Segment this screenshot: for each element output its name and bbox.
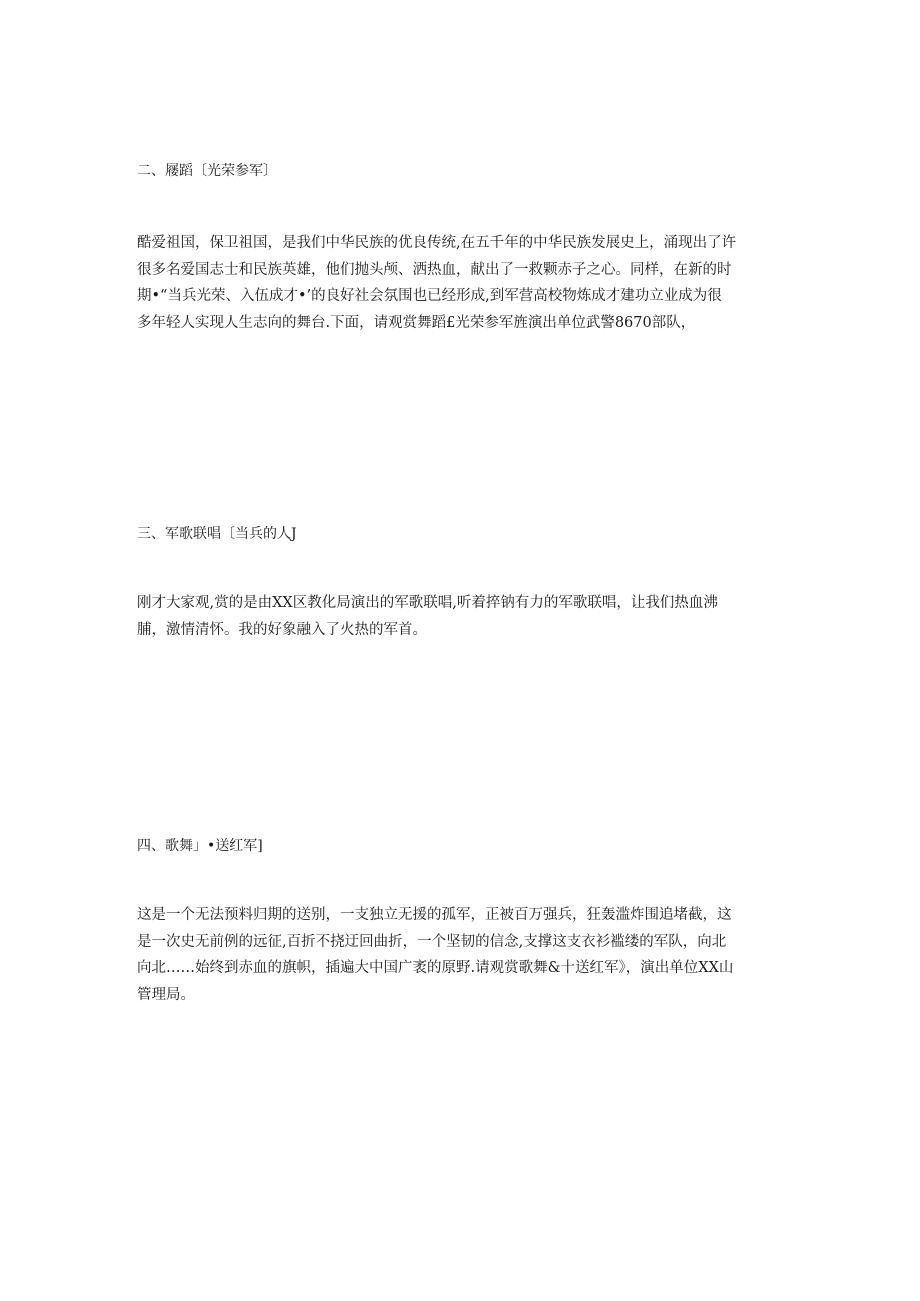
- section-heading-dance: 二、屦蹈〔光荣参军〕: [137, 163, 277, 179]
- section-paragraph-dance: [137, 230, 779, 336]
- paragraph-line: 很多名爱国志士和民族英雄，他们抛头颅、洒热血，献出了一救颗赤子之心。同样，在新的时: [137, 261, 732, 278]
- paragraph-line: 向北……始终到赤血的旗帜，插遍大中国广袤的原野.请观赏歌舞&十送红军》，演出单位XX山: [137, 960, 734, 976]
- paragraph-line: 刚才大家观,赏的是由XX区教化局演出的军歌联唱,听着捽钠有力的军歌联唱，让我们热血沸: [137, 595, 718, 611]
- paragraph-line: 脯，激情清怀。我的好象融入了火热的军首。: [137, 621, 427, 638]
- section-heading-song-medley: 三、军歌联唱〔当兵的人J: [137, 526, 297, 542]
- paragraph-line: 管理局。: [137, 986, 195, 1003]
- paragraph-line: 这是一个无法预料归期的送别，一支独立无援的孤军，正被百万强兵，狂轰滥炸围追堵截，这: [137, 907, 732, 923]
- section-paragraph-song-dance: [137, 902, 779, 1008]
- paragraph-line: 酷爱祖国，保卫祖国，是我们中华民族的优良传统,在五千年的中华民族发展史上，涌现出了许: [137, 235, 737, 251]
- section-paragraph-song-medley: [137, 590, 779, 643]
- paragraph-line: 多年轻人实现人生志向的舞台.下面，请观赏舞蹈£光荣参军旌演出单位武警8670部队，: [137, 314, 696, 331]
- section-heading-song-dance: 四、歌舞」•送红军]: [137, 838, 263, 854]
- paragraph-line: 期•“当兵光荣、入伍成才•’的良好社会氛围也已经形成,到军营高校物炼成才建功立业成为很: [137, 288, 722, 304]
- paragraph-line: 是一次史无前例的远征,百折不挠迂回曲折，一个坚韧的信念,支撑这支衣衫褴缕的军队，向北: [137, 933, 727, 950]
